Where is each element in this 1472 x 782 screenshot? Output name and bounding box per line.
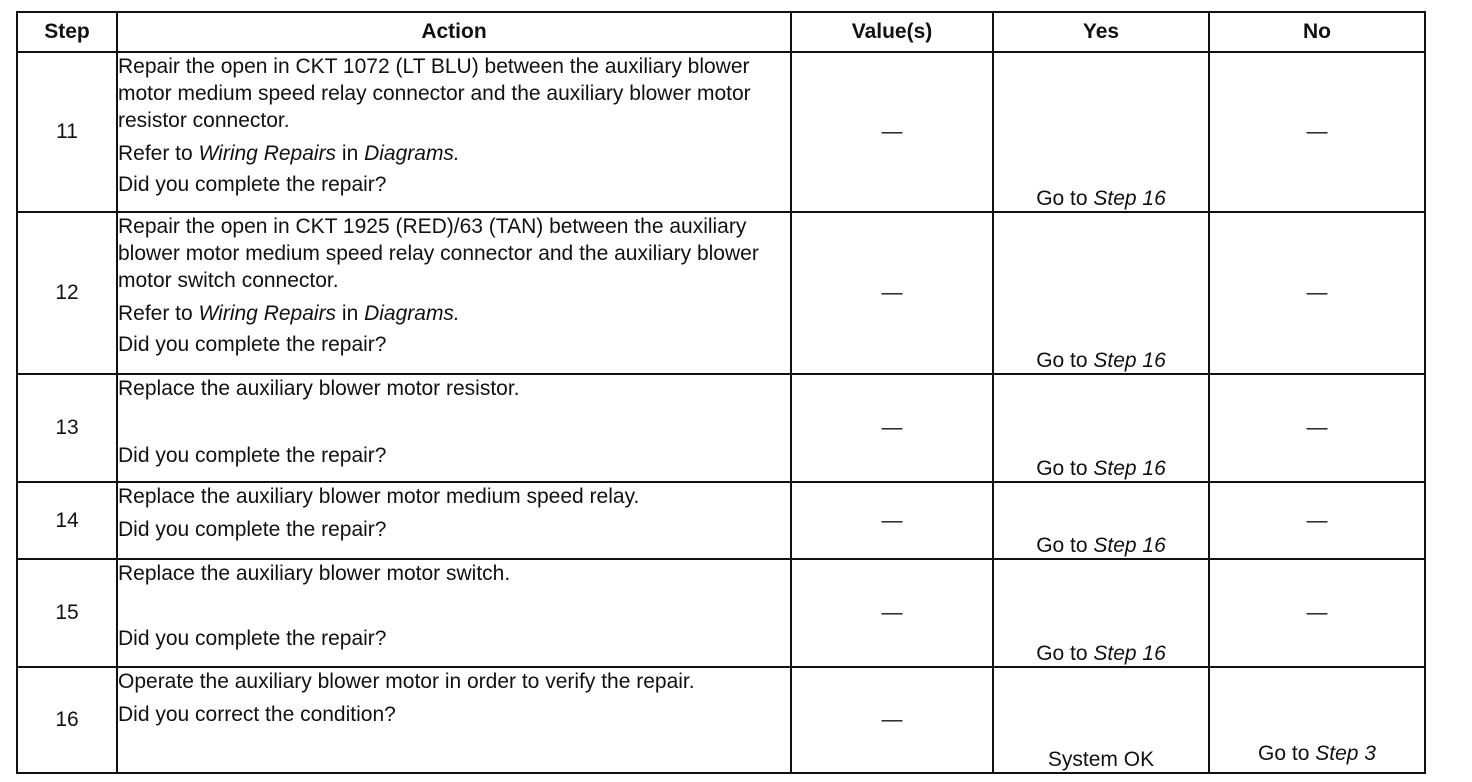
yes-cell: Go to Step 16 (993, 374, 1209, 482)
action-text: Repair the open in CKT 1925 (RED)/63 (TAN) between the auxiliary blower motor medium speed relay connector and the auxiliary blower motor switch connector. (118, 215, 759, 292)
value-dash: — (881, 281, 903, 304)
table-row (17, 482, 1425, 559)
reference-line: Refer to Wiring Repairs in Diagrams. (118, 302, 460, 325)
value-cell (791, 559, 993, 667)
action-text: Operate the auxiliary blower motor in order to verify the repair. (118, 670, 695, 693)
value-dash: — (881, 508, 903, 532)
action-cell (117, 374, 791, 482)
value-dash: — (881, 601, 903, 624)
yes-cell: Go to Step 16 (993, 52, 1209, 212)
no-dash: — (1306, 120, 1328, 143)
action-text: Replace the auxiliary blower motor switch. (118, 562, 511, 585)
action-cell (117, 559, 791, 667)
no-cell (1209, 559, 1425, 667)
no-dash: — (1306, 281, 1328, 304)
action-text: Replace the auxiliary blower motor resistor. (118, 377, 520, 400)
value-cell (791, 212, 993, 374)
action-cell (117, 482, 791, 559)
value-cell (791, 667, 993, 773)
header-values: Value(s) (791, 12, 993, 52)
step-number: 14 (17, 482, 117, 559)
action-question: Did you complete the repair? (118, 627, 387, 650)
no-cell (1209, 374, 1425, 482)
value-dash: — (881, 120, 903, 143)
action-question: Did you complete the repair? (118, 518, 387, 541)
value-cell (791, 374, 993, 482)
header-yes: Yes (993, 12, 1209, 52)
diagnostic-table (16, 11, 1426, 774)
value-dash: — (881, 708, 903, 731)
value-dash: — (881, 416, 903, 439)
table-row (17, 559, 1425, 667)
step-number: 16 (17, 667, 117, 773)
step-number: 12 (17, 212, 117, 374)
step-number: 13 (17, 374, 117, 482)
header-no: No (1209, 12, 1425, 52)
header-action: Action (117, 12, 791, 52)
yes-cell: Go to Step 16 (993, 559, 1209, 667)
yes-cell: Go to Step 16 (993, 212, 1209, 374)
step-number: 15 (17, 559, 117, 667)
action-question: Did you correct the condition? (118, 703, 396, 726)
no-dash: — (1306, 508, 1328, 532)
header-row (17, 12, 1425, 52)
action-text: Replace the auxiliary blower motor medium speed relay. (118, 485, 640, 508)
value-cell (791, 52, 993, 212)
table-row (17, 667, 1425, 773)
header-step: Step (17, 12, 117, 52)
value-cell (791, 482, 993, 559)
no-cell (1209, 212, 1425, 374)
action-text: Repair the open in CKT 1072 (LT BLU) between the auxiliary blower motor medium speed relay connector and the auxiliary blower motor resistor connector. (118, 55, 751, 132)
no-dash: — (1306, 416, 1328, 439)
no-dash: — (1306, 601, 1328, 624)
action-cell (117, 52, 791, 212)
action-question: Did you complete the repair? (118, 444, 387, 467)
table-row (17, 212, 1425, 374)
table-row (17, 374, 1425, 482)
yes-cell: System OK (993, 667, 1209, 773)
action-cell (117, 212, 791, 374)
action-cell (117, 667, 791, 773)
yes-cell: Go to Step 16 (993, 482, 1209, 559)
no-cell: Go to Step 3 (1209, 667, 1425, 773)
action-question: Did you complete the repair? (118, 333, 387, 356)
no-cell (1209, 482, 1425, 559)
table-row (17, 52, 1425, 212)
reference-line: Refer to Wiring Repairs in Diagrams. (118, 142, 460, 165)
action-question: Did you complete the repair? (118, 173, 387, 196)
no-cell (1209, 52, 1425, 212)
step-number: 11 (17, 52, 117, 212)
